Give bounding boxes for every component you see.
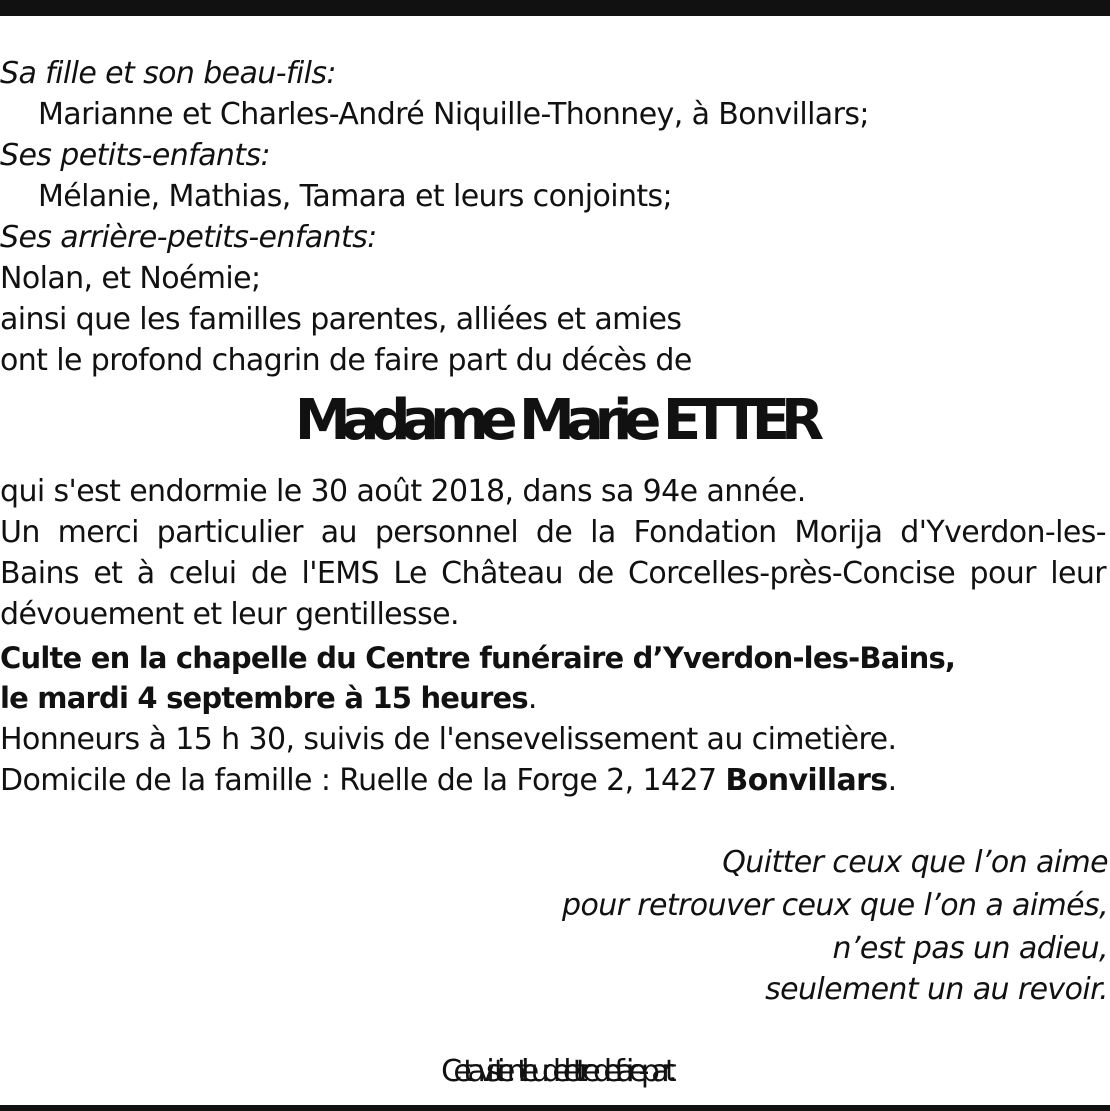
service-date-time: le mardi 4 septembre à 15 heures [0,681,528,715]
domicile-period: . [887,763,897,798]
great-grandchildren-heading: Ses arrière-petits-enfants: [0,220,377,255]
deceased-name: Madame Marie ETTER [294,388,816,453]
thanks-line-2: Bains et à celui de l'EMS Le Château de Corcelles-près-Concise pour leur [0,556,1106,591]
relatives-line: ainsi que les familles parentes, alliées et amies [0,302,682,337]
thanks-line-1: Un merci particulier au personnel de la Fondation Morija d'Yverdon-les- [0,515,1106,550]
honours-line: Honneurs à 15 h 30, suivis de l'ensevelissement au cimetière. [0,722,897,757]
death-line: qui s'est endormie le 30 août 2018, dans sa 94e année. [0,474,806,509]
domicile-address: Domicile de la famille : Ruelle de la Forge 2, 1427 [0,763,726,798]
poem-line-1: Quitter ceux que l’on aime [722,845,1108,880]
daughter-heading: Sa fille et son beau-fils: [0,56,336,91]
domicile-line [0,761,897,801]
grandchildren-names: Mélanie, Mathias, Tamara et leurs conjoints; [38,179,673,214]
grandchildren-heading: Ses petits-enfants: [0,138,271,173]
bottom-rule [0,1105,1110,1111]
great-grandchildren-names: Nolan, et Noémie; [0,261,261,296]
poem-line-3: n’est pas un adieu, [832,931,1108,966]
daughter-names: Marianne et Charles-André Niquille-Thonney, à Bonvillars; [38,97,869,132]
thanks-line-3: dévouement et leur gentillesse. [0,597,459,632]
domicile-town: Bonvillars [725,763,888,798]
service-period: . [527,681,537,716]
service-line-1: Culte en la chapelle du Centre funéraire d’Yverdon-les-Bains, [0,641,956,675]
poem-line-2: pour retrouver ceux que l’on a aimés, [562,888,1108,923]
service-line-2 [0,678,537,719]
top-rule [0,0,1110,16]
poem-line-4: seulement un au revoir. [765,972,1108,1007]
footer-note: Cet avis tient lieu de lettre de faire-part. [441,1054,669,1089]
announcement-line: ont le profond chagrin de faire part du décès de [0,343,692,378]
